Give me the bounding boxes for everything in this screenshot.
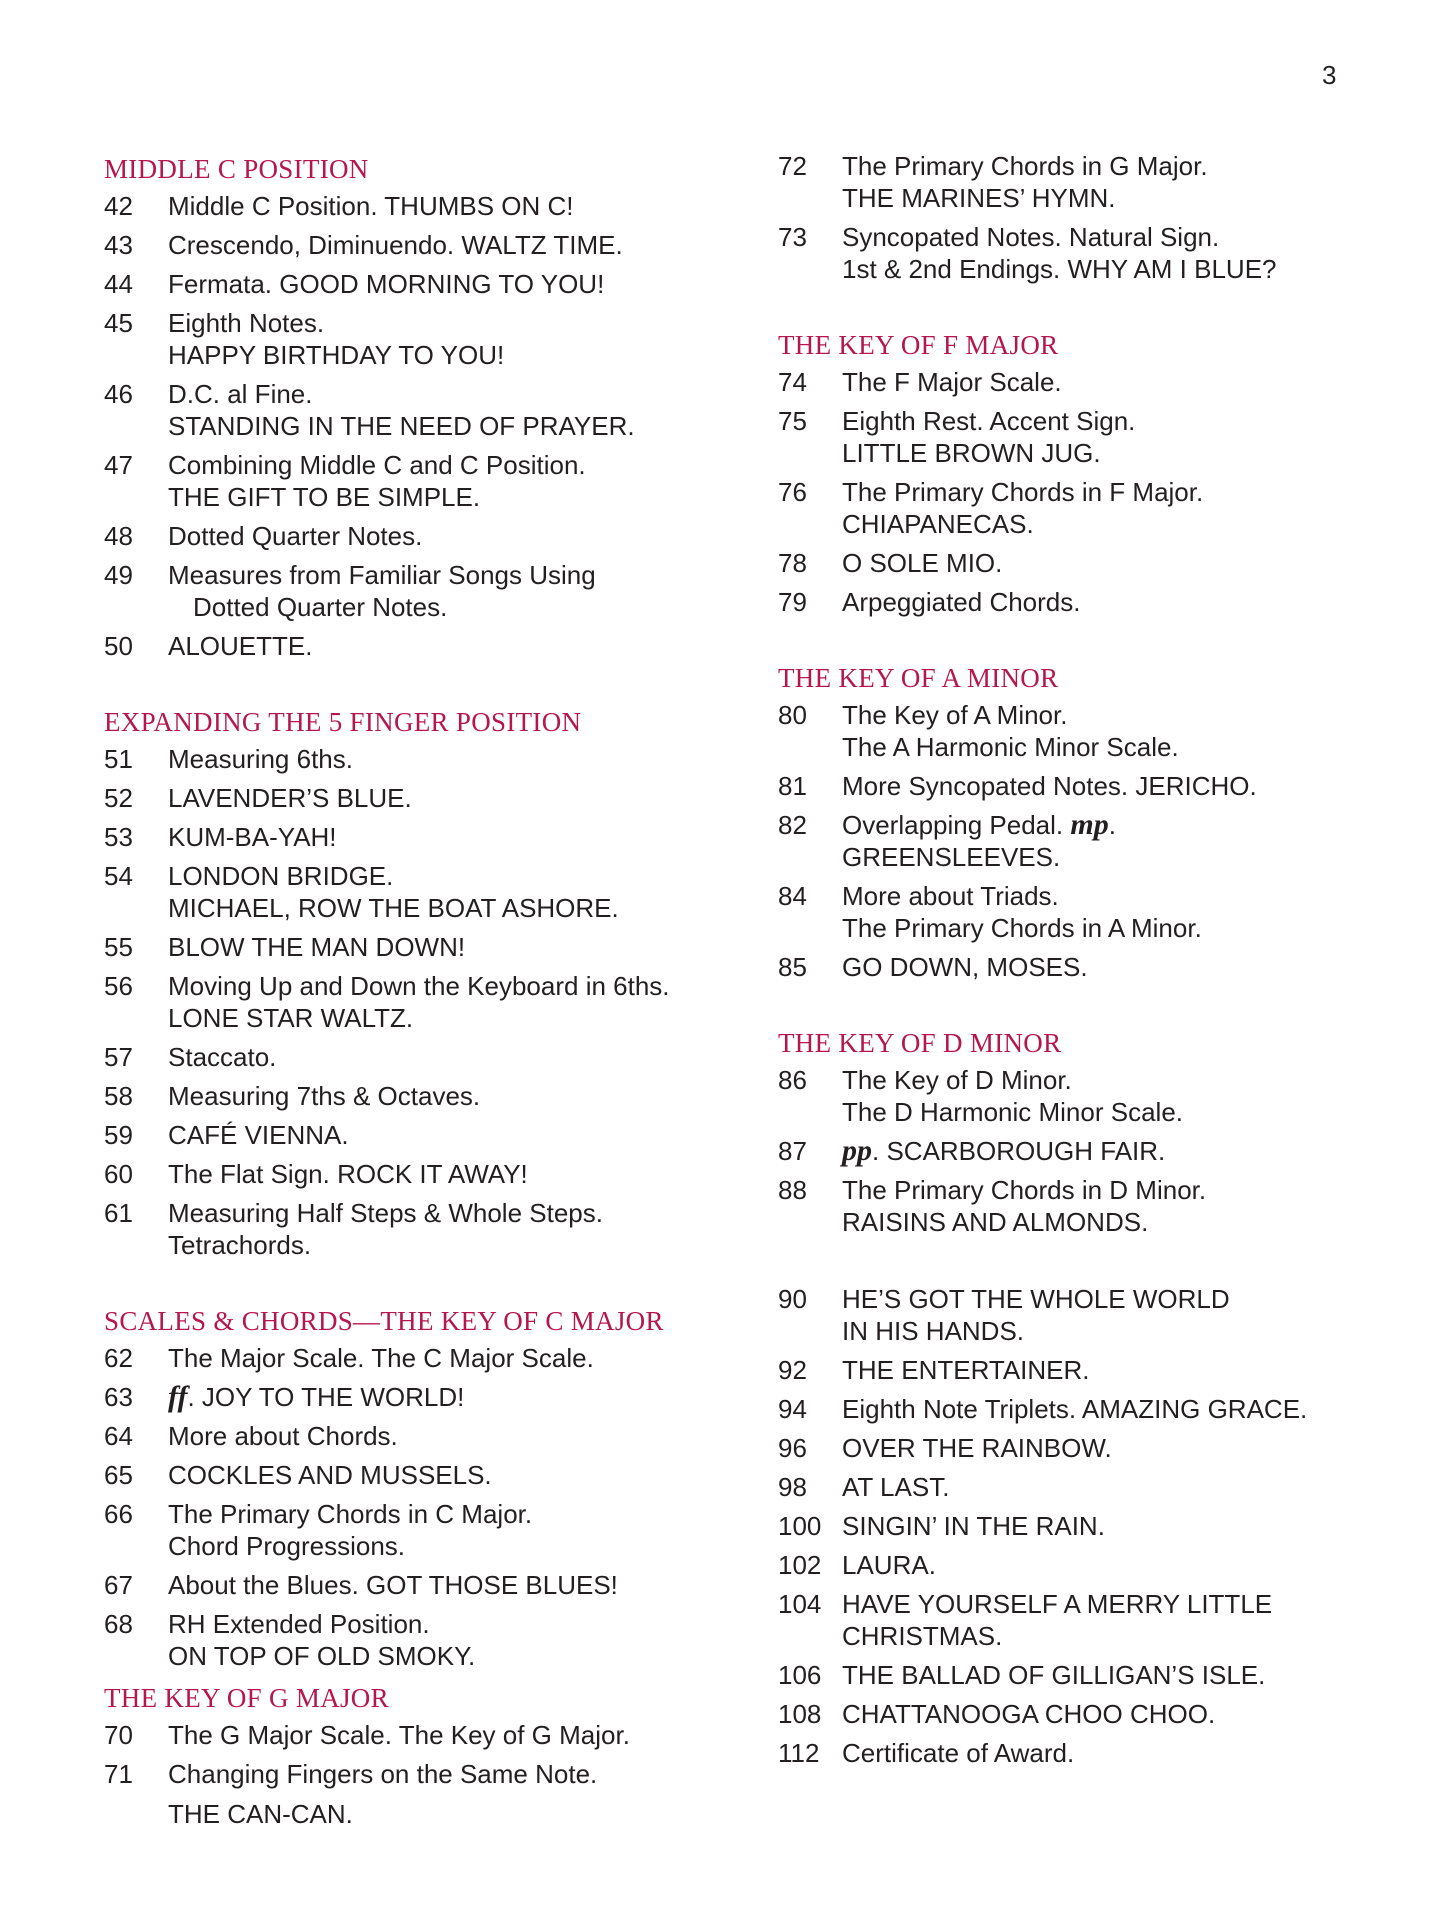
entry-title: The Major Scale. The C Major Scale. xyxy=(168,1343,594,1373)
entry-subtitle: Dotted Quarter Notes. xyxy=(193,592,448,622)
entry-title: The Flat Sign. ROCK IT AWAY! xyxy=(168,1159,528,1189)
toc-entry xyxy=(778,1174,1378,1238)
page-ref: 74 xyxy=(778,367,807,397)
entry-subtitle: GREENSLEEVES. xyxy=(842,842,1061,872)
toc-entry xyxy=(104,1420,724,1452)
page-ref: 80 xyxy=(778,700,807,730)
page-ref: 58 xyxy=(104,1081,133,1111)
toc-entry xyxy=(104,378,724,442)
page-ref: 54 xyxy=(104,861,133,891)
page-ref: 57 xyxy=(104,1042,133,1072)
entry-title: Arpeggiated Chords. xyxy=(842,587,1081,617)
entry-title: Dotted Quarter Notes. xyxy=(168,521,423,551)
page-ref: 70 xyxy=(104,1720,133,1750)
entry-title: LONDON BRIDGE. xyxy=(168,861,394,891)
entry-subtitle: HAPPY BIRTHDAY TO YOU! xyxy=(168,340,505,370)
toc-entry xyxy=(778,1283,1378,1347)
toc-entry xyxy=(104,559,724,623)
entry-title: More about Chords. xyxy=(168,1421,398,1451)
toc-entry xyxy=(104,970,724,1034)
toc-entry xyxy=(104,630,724,662)
toc-entry xyxy=(104,229,724,261)
entry-title: Measuring 6ths. xyxy=(168,744,353,774)
page-ref: 104 xyxy=(778,1589,822,1619)
page-ref: 100 xyxy=(778,1511,822,1541)
toc-entry xyxy=(778,1393,1378,1425)
toc-entry: 82 Overlapping Pedal. mp. GREENSLEEVES. xyxy=(778,809,1378,873)
entry-title: Eighth Note Triplets. AMAZING GRACE. xyxy=(842,1394,1308,1424)
page-ref: 86 xyxy=(778,1065,807,1095)
entry-subtitle: STANDING IN THE NEED OF PRAYER. xyxy=(168,411,635,441)
page-ref: 87 xyxy=(778,1136,807,1166)
entry-title: Measures from Familiar Songs Using xyxy=(168,560,596,590)
entry-title: HAVE YOURSELF A MERRY LITTLE xyxy=(842,1589,1273,1619)
entry-title: LAVENDER’S BLUE. xyxy=(168,783,412,813)
pianissimo-dynamic-mark: pp xyxy=(842,1134,872,1167)
toc-entry xyxy=(778,1135,1378,1167)
entry-title: KUM-BA-YAH! xyxy=(168,822,337,852)
entry-title: Staccato. xyxy=(168,1042,277,1072)
page-ref: 88 xyxy=(778,1175,807,1205)
page-ref: 79 xyxy=(778,587,807,617)
page-ref: 62 xyxy=(104,1343,133,1373)
toc-left-column xyxy=(104,150,724,1837)
toc-entry xyxy=(778,1737,1378,1769)
page-number: 3 xyxy=(1322,60,1337,90)
page-ref: 73 xyxy=(778,222,807,252)
section-heading: THE KEY OF A MINOR xyxy=(778,663,1059,693)
toc-entry xyxy=(104,1158,724,1190)
section-heading: THE KEY OF D MINOR xyxy=(778,1028,1062,1058)
page-ref: 102 xyxy=(778,1550,822,1580)
entry-title: AT LAST. xyxy=(842,1472,950,1502)
toc-entry xyxy=(104,743,724,775)
page-ref: 92 xyxy=(778,1355,807,1385)
toc-entry xyxy=(778,1659,1378,1691)
page-ref: 66 xyxy=(104,1499,133,1529)
page-ref: 106 xyxy=(778,1660,822,1690)
entry-title: LAURA. xyxy=(842,1550,936,1580)
entry-subtitle: IN HIS HANDS. xyxy=(842,1316,1025,1346)
entry-subtitle: The D Harmonic Minor Scale. xyxy=(842,1097,1183,1127)
entry-title: CAFÉ VIENNA. xyxy=(168,1120,349,1150)
mezzo-piano-dynamic-mark: mp xyxy=(1070,808,1109,841)
entry-title: The F Major Scale. xyxy=(842,367,1062,397)
page-ref: 68 xyxy=(104,1609,133,1639)
toc-entry xyxy=(104,860,724,924)
entry-subtitle: THE GIFT TO BE SIMPLE. xyxy=(168,482,481,512)
entry-title: COCKLES AND MUSSELS. xyxy=(168,1460,492,1490)
entry-title: Certificate of Award. xyxy=(842,1738,1075,1768)
entry-title: . JOY TO THE WORLD! xyxy=(187,1382,465,1412)
page-ref: 72 xyxy=(778,151,807,181)
page-ref: 48 xyxy=(104,521,133,551)
entry-subtitle: The A Harmonic Minor Scale. xyxy=(842,732,1179,762)
page-ref: 94 xyxy=(778,1394,807,1424)
toc-entry xyxy=(104,449,724,513)
entry-title: More Syncopated Notes. JERICHO. xyxy=(842,771,1257,801)
page-ref: 84 xyxy=(778,881,807,911)
section-heading: MIDDLE C POSITION xyxy=(104,154,369,184)
entry-title: Middle C Position. THUMBS ON C! xyxy=(168,191,574,221)
toc-entry xyxy=(104,190,724,222)
page-ref: 43 xyxy=(104,230,133,260)
page-ref: 52 xyxy=(104,783,133,813)
entry-title: D.C. al Fine. xyxy=(168,379,313,409)
page-ref: 108 xyxy=(778,1699,822,1729)
toc-entry xyxy=(778,1432,1378,1464)
toc-entry xyxy=(778,1549,1378,1581)
entry-title: RH Extended Position. xyxy=(168,1609,430,1639)
toc-entry xyxy=(778,547,1378,579)
page-ref: 59 xyxy=(104,1120,133,1150)
toc-entry xyxy=(104,1197,724,1261)
page-ref: 98 xyxy=(778,1472,807,1502)
entry-title: . SCARBOROUGH FAIR. xyxy=(872,1136,1166,1166)
entry-title: BLOW THE MAN DOWN! xyxy=(168,932,466,962)
entry-title: SINGIN’ IN THE RAIN. xyxy=(842,1511,1105,1541)
entry-title: The Primary Chords in D Minor. xyxy=(842,1175,1207,1205)
entry-subtitle: Tetrachords. xyxy=(168,1230,312,1260)
entry-title: O SOLE MIO. xyxy=(842,548,1003,578)
page-ref: 63 xyxy=(104,1382,133,1412)
entry-subtitle: ON TOP OF OLD SMOKY. xyxy=(168,1641,476,1671)
fortissimo-dynamic-mark: ff xyxy=(168,1380,188,1413)
toc-entry xyxy=(104,1080,724,1112)
entry-subtitle: THE CAN-CAN. xyxy=(168,1799,353,1829)
page-ref: 55 xyxy=(104,932,133,962)
entry-title: Measuring 7ths & Octaves. xyxy=(168,1081,481,1111)
toc-entry xyxy=(104,1498,724,1562)
toc-entry xyxy=(778,150,1378,214)
entry-subtitle: CHRISTMAS. xyxy=(842,1621,1003,1651)
page-ref: 51 xyxy=(104,744,133,774)
entry-title: The Key of A Minor. xyxy=(842,700,1068,730)
page-ref: 64 xyxy=(104,1421,133,1451)
toc-entry xyxy=(778,1510,1378,1542)
section-heading: SCALES & CHORDS—THE KEY OF C MAJOR xyxy=(104,1306,664,1336)
entry-title: The G Major Scale. The Key of G Major. xyxy=(168,1720,630,1750)
toc-entry xyxy=(104,1459,724,1491)
toc-entry xyxy=(778,951,1378,983)
toc-entry xyxy=(778,699,1378,763)
entry-title: THE ENTERTAINER. xyxy=(842,1355,1090,1385)
page-ref: 71 xyxy=(104,1759,133,1789)
entry-subtitle: LITTLE BROWN JUG. xyxy=(842,438,1101,468)
toc-entry xyxy=(778,586,1378,618)
entry-title: Combining Middle C and C Position. xyxy=(168,450,586,480)
page-ref: 81 xyxy=(778,771,807,801)
entry-title: Eighth Rest. Accent Sign. xyxy=(842,406,1136,436)
toc-entry xyxy=(104,1119,724,1151)
page-ref: 42 xyxy=(104,191,133,221)
entry-title: ALOUETTE. xyxy=(168,631,313,661)
toc-entry xyxy=(778,1471,1378,1503)
page-ref: 60 xyxy=(104,1159,133,1189)
entry-title: Moving Up and Down the Keyboard in 6ths. xyxy=(168,971,670,1001)
entry-subtitle: The Primary Chords in A Minor. xyxy=(842,913,1202,943)
page-ref: 90 xyxy=(778,1284,807,1314)
entry-title: The Primary Chords in C Major. xyxy=(168,1499,533,1529)
toc-entry xyxy=(778,405,1378,469)
page-ref: 45 xyxy=(104,308,133,338)
toc-entry xyxy=(778,476,1378,540)
page-ref: 82 xyxy=(778,810,807,840)
entry-title: Eighth Notes. xyxy=(168,308,325,338)
toc-entry xyxy=(104,268,724,300)
entry-title: THE BALLAD OF GILLIGAN’S ISLE. xyxy=(842,1660,1266,1690)
entry-title: Crescendo, Diminuendo. WALTZ TIME. xyxy=(168,230,623,260)
page-ref: 76 xyxy=(778,477,807,507)
toc-entry xyxy=(778,1698,1378,1730)
entry-subtitle: MICHAEL, ROW THE BOAT ASHORE. xyxy=(168,893,619,923)
toc-entry xyxy=(778,366,1378,398)
entry-subtitle: RAISINS AND ALMONDS. xyxy=(842,1207,1149,1237)
toc-entry xyxy=(104,307,724,371)
entry-title: Syncopated Notes. Natural Sign. xyxy=(842,222,1220,252)
page-ref: 65 xyxy=(104,1460,133,1490)
page-ref: 75 xyxy=(778,406,807,436)
toc-entry xyxy=(104,1758,724,1830)
page-ref: 56 xyxy=(104,971,133,1001)
entry-subtitle: THE MARINES’ HYMN. xyxy=(842,183,1116,213)
entry-subtitle: 1st & 2nd Endings. WHY AM I BLUE? xyxy=(842,254,1277,284)
entry-title: About the Blues. GOT THOSE BLUES! xyxy=(168,1570,618,1600)
entry-title: The Key of D Minor. xyxy=(842,1065,1072,1095)
toc-entry xyxy=(104,821,724,853)
page-ref: 78 xyxy=(778,548,807,578)
page-ref: 44 xyxy=(104,269,133,299)
page-ref: 67 xyxy=(104,1570,133,1600)
page-ref: 50 xyxy=(104,631,133,661)
entry-title: Fermata. GOOD MORNING TO YOU! xyxy=(168,269,605,299)
toc-entry xyxy=(104,782,724,814)
entry-title: GO DOWN, MOSES. xyxy=(842,952,1088,982)
page-ref: 96 xyxy=(778,1433,807,1463)
entry-title: CHATTANOOGA CHOO CHOO. xyxy=(842,1699,1216,1729)
entry-title: The Primary Chords in G Major. xyxy=(842,151,1208,181)
entry-title: The Primary Chords in F Major. xyxy=(842,477,1204,507)
page-ref: 61 xyxy=(104,1198,133,1228)
entry-subtitle: Chord Progressions. xyxy=(168,1531,405,1561)
toc-entry xyxy=(104,1041,724,1073)
toc-entry xyxy=(104,520,724,552)
entry-title: Changing Fingers on the Same Note. xyxy=(168,1759,598,1789)
page-ref: 112 xyxy=(778,1738,820,1768)
entry-title: HE’S GOT THE WHOLE WORLD xyxy=(842,1284,1230,1314)
page-ref: 53 xyxy=(104,822,133,852)
toc-entry xyxy=(778,1588,1378,1652)
toc-right-column xyxy=(778,150,1378,1776)
toc-entry xyxy=(104,1381,724,1413)
entry-title: OVER THE RAINBOW. xyxy=(842,1433,1112,1463)
section-heading: THE KEY OF G MAJOR xyxy=(104,1683,389,1713)
toc-entry xyxy=(104,1569,724,1601)
toc-entry xyxy=(104,1342,724,1374)
entry-title: Overlapping Pedal. xyxy=(842,810,1064,840)
toc-entry xyxy=(778,880,1378,944)
page-ref: 47 xyxy=(104,450,133,480)
entry-title: Measuring Half Steps & Whole Steps. xyxy=(168,1198,603,1228)
page-ref: 49 xyxy=(104,560,133,590)
section-heading: THE KEY OF F MAJOR xyxy=(778,330,1059,360)
toc-entry xyxy=(778,221,1378,285)
toc-entry xyxy=(778,1064,1378,1128)
toc-entry xyxy=(778,1354,1378,1386)
toc-entry xyxy=(104,931,724,963)
toc-entry xyxy=(778,770,1378,802)
page-ref: 46 xyxy=(104,379,133,409)
toc-entry xyxy=(104,1608,724,1672)
toc-entry xyxy=(104,1719,724,1751)
entry-title: More about Triads. xyxy=(842,881,1059,911)
page-ref: 85 xyxy=(778,952,807,982)
entry-subtitle: CHIAPANECAS. xyxy=(842,509,1034,539)
section-heading: EXPANDING THE 5 FINGER POSITION xyxy=(104,707,582,737)
entry-subtitle: LONE STAR WALTZ. xyxy=(168,1003,414,1033)
